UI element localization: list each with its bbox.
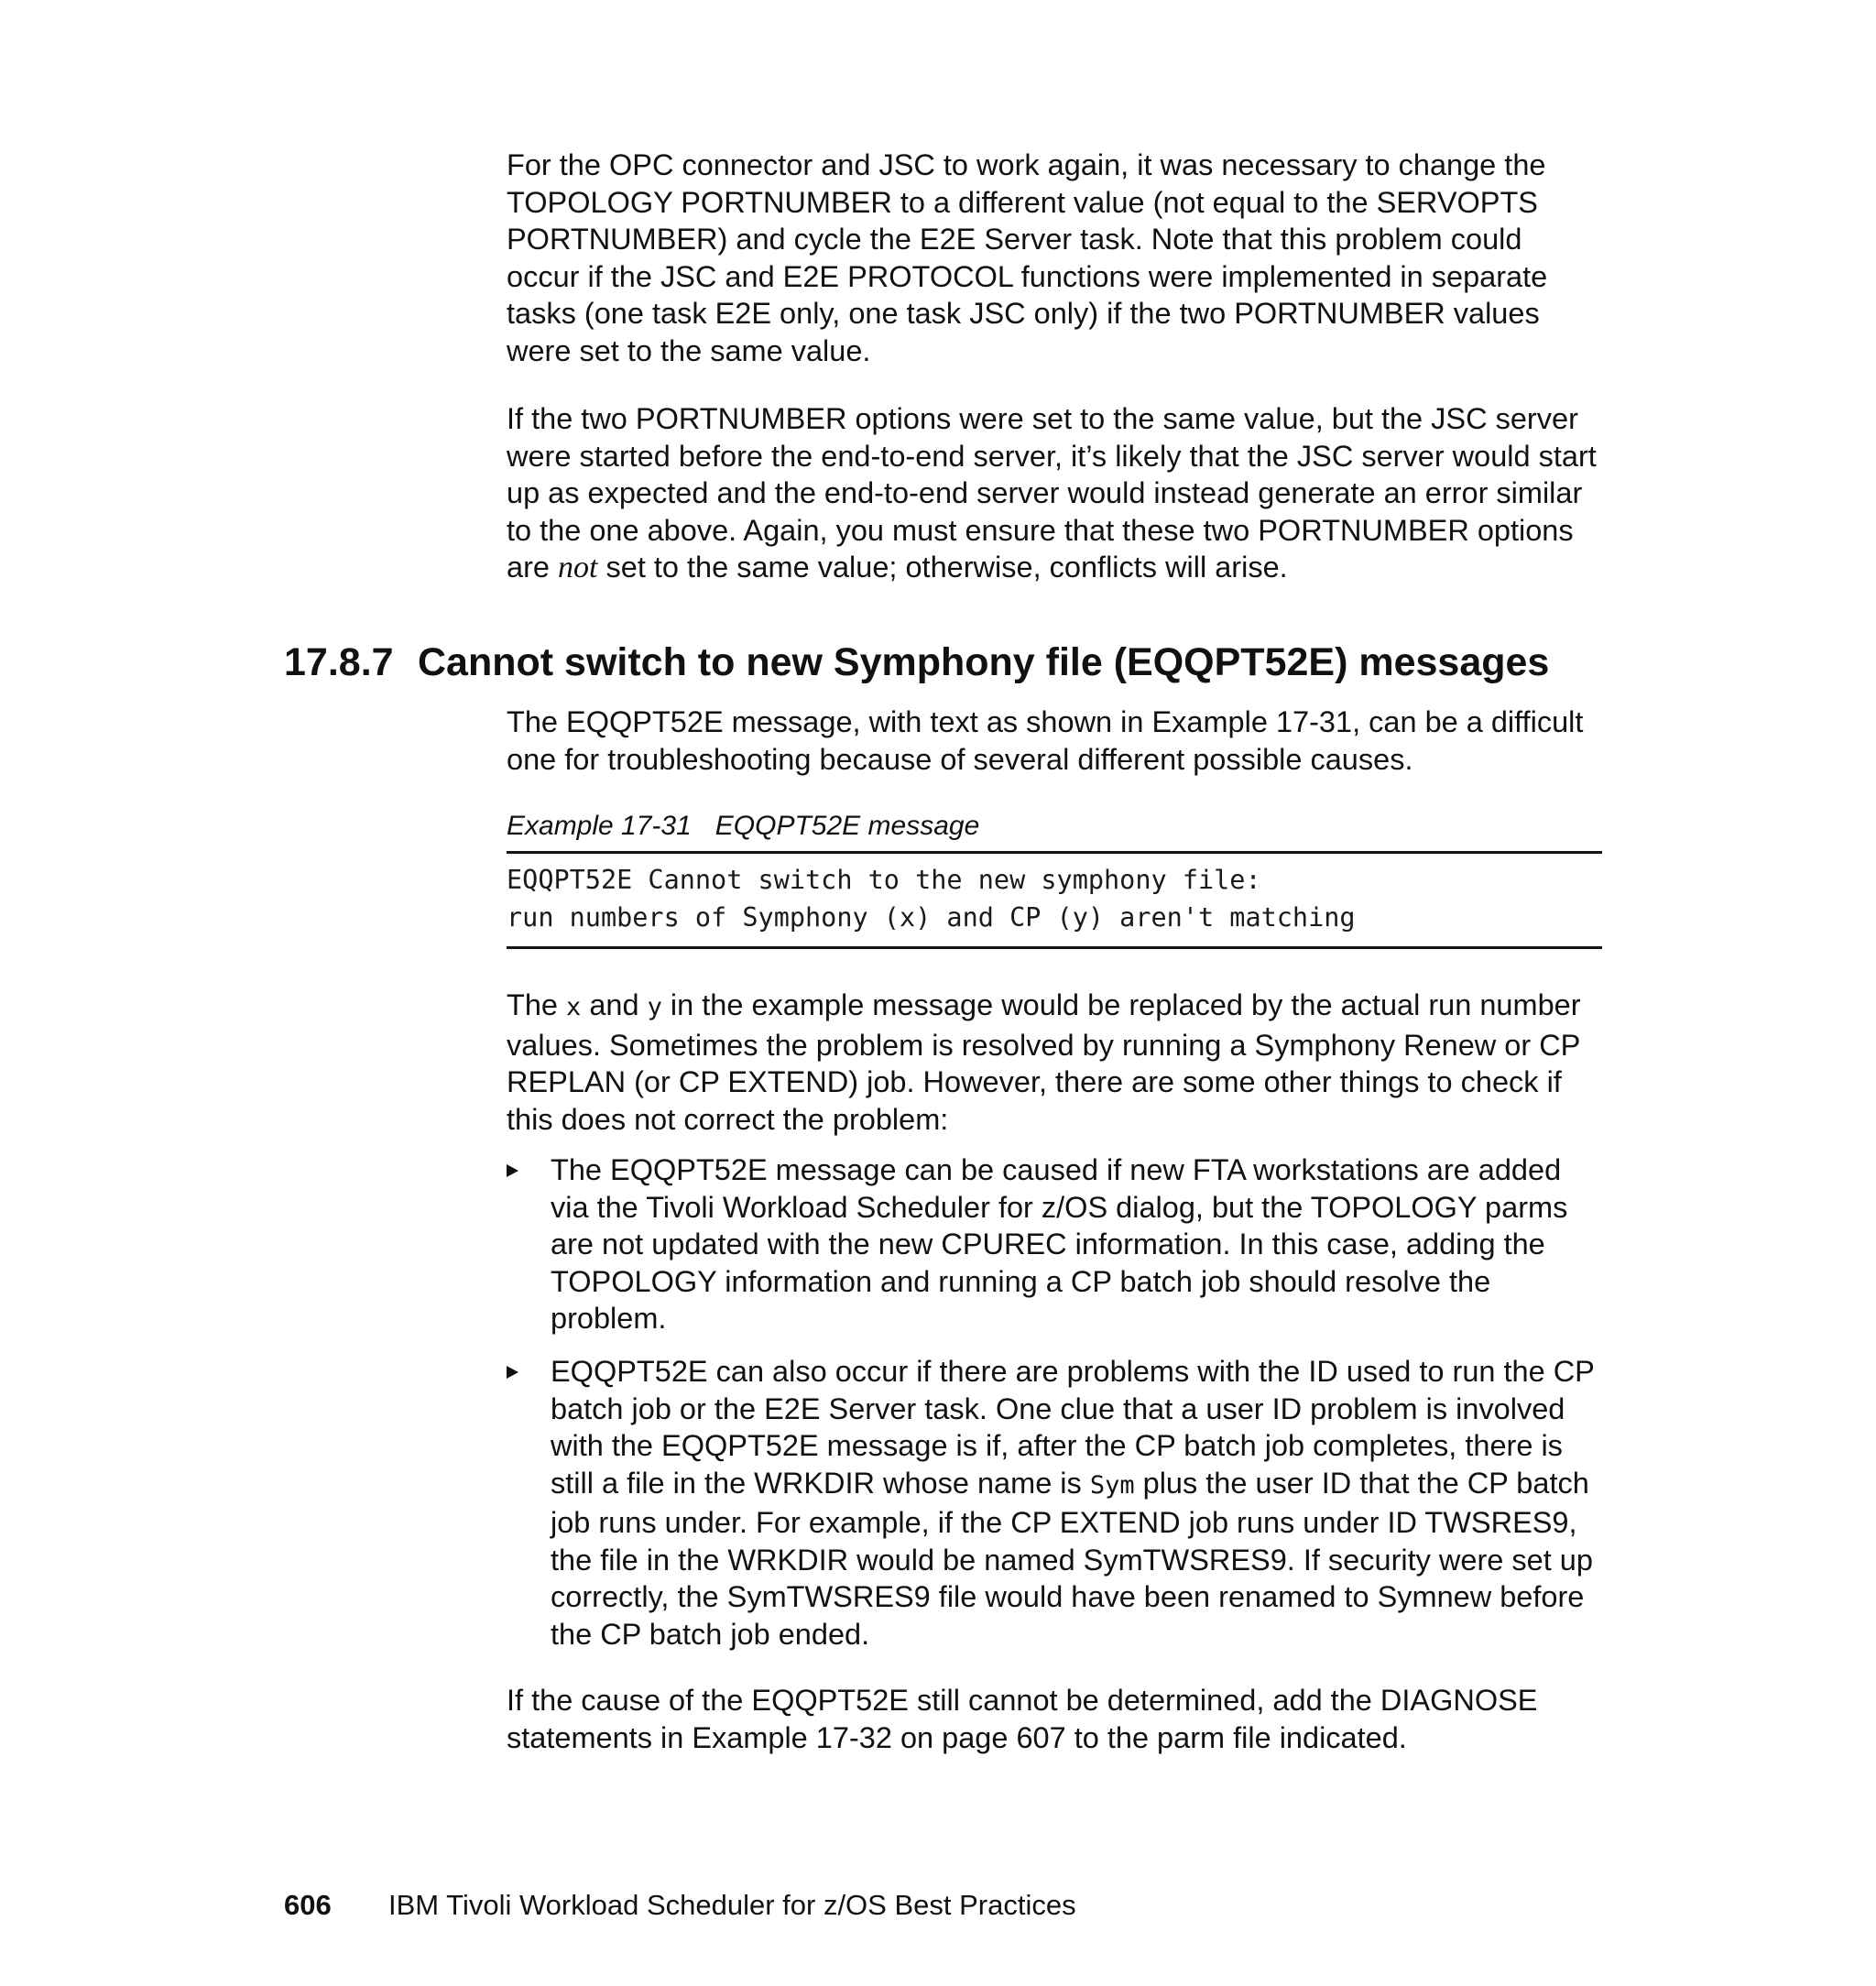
page-number: 606 — [284, 1889, 332, 1921]
list-item — [507, 1353, 1601, 1653]
list-item-text: EQQPT52E can also occur if there are problems with the ID used to run the CP batch job or the E2E Server task. One clue that a user ID problem is involved with the EQQPT52E message is if, after the CP batch job completes, there is still a file in the WRKDIR whose name is — [551, 1355, 1595, 1500]
example-bottom-rule — [507, 946, 1602, 949]
list-item — [507, 1151, 1601, 1337]
bullet-list — [507, 1151, 1601, 1337]
inline-code: Sym — [1089, 1470, 1135, 1500]
paragraph-text: If the two PORTNUMBER options were set to the same value, but the JSC server were started before the end-to-end server, it’s likely that the JSC server would start up as expected and the end-to-end server would instead generate an error similar to the one above. Again, you must ensure that these two PORTNUMBER options are — [507, 402, 1597, 584]
list-item-text: The EQQPT52E message can be caused if new FTA workstations are added via the Tivoli Workload Scheduler for z/OS dialog, but the TOPOLOGY parms are not updated with the new CPUREC information. In this case, adding the TOPOLOGY information and running a CP batch job should resolve the problem. — [551, 1153, 1568, 1335]
code-line: EQQPT52E Cannot switch to the new symphony file: — [507, 865, 1261, 895]
bullet-list — [507, 1353, 1601, 1653]
paragraph-text: and — [581, 988, 648, 1021]
book-title: IBM Tivoli Workload Scheduler for z/OS Best Practices — [388, 1889, 1076, 1921]
body-paragraph: If the cause of the EQQPT52E still cannot be determined, add the DIAGNOSE statements in Example 17-32 on page 607 to the parm file indicated. — [507, 1684, 1538, 1754]
example-top-rule — [507, 851, 1602, 854]
example-title: EQQPT52E message — [714, 811, 980, 841]
inline-code: y — [647, 993, 662, 1021]
code-line: run numbers of Symphony (x) and CP (y) aren't matching — [507, 901, 1356, 933]
body-paragraph — [507, 987, 1601, 1138]
section-heading — [284, 638, 1549, 686]
inline-code: x — [566, 993, 582, 1021]
page-footer — [284, 1889, 1076, 1922]
section-title: Cannot switch to new Symphony file (EQQPT52E) messages — [418, 640, 1550, 684]
body-paragraph: For the OPC connector and JSC to work again, it was necessary to change the TOPOLOGY PORTNUMBER to a different value (not equal to the SERVOPTS PORTNUMBER) and cycle the E2E Server task. Note that this problem could occur if the JSC and E2E PROTOCOL functions were implemented in separate tasks (one task E2E only, one task JSC only) if the two PORTNUMBER values were set to the same value. — [507, 148, 1548, 367]
paragraph-text: The — [507, 988, 567, 1021]
body-paragraph: The EQQPT52E message, with text as shown in Example 17-31, can be a difficult one for troubleshooting because of several different possible causes. — [507, 705, 1584, 776]
section-number: 17.8.7 — [284, 640, 394, 684]
code-example — [507, 862, 1356, 936]
body-paragraph — [507, 400, 1601, 587]
bullet-triangle-icon — [507, 1366, 518, 1379]
example-caption — [507, 810, 979, 843]
paragraph-text: in the example message would be replaced by the actual run number values. Sometimes the problem is resolved by running a Symphony Renew or CP REPLAN (or CP EXTEND) job. However, there are some other things to check if this does not correct the problem: — [507, 988, 1581, 1136]
example-label: Example 17-31 — [507, 811, 692, 841]
list-item-text: plus the user ID that the CP batch job runs under. For example, if the CP EXTEND job runs under ID TWSRES9, the file in the WRKDIR would be named SymTWSRES9. If security were set up correctly, the SymTWSRES9 file would have been renamed to Symnew before the CP batch job ended. — [551, 1466, 1593, 1651]
paragraph-text: set to the same value; otherwise, conflicts will arise. — [597, 551, 1288, 584]
bullet-triangle-icon — [507, 1164, 518, 1177]
emphasis-text: not — [558, 551, 598, 584]
